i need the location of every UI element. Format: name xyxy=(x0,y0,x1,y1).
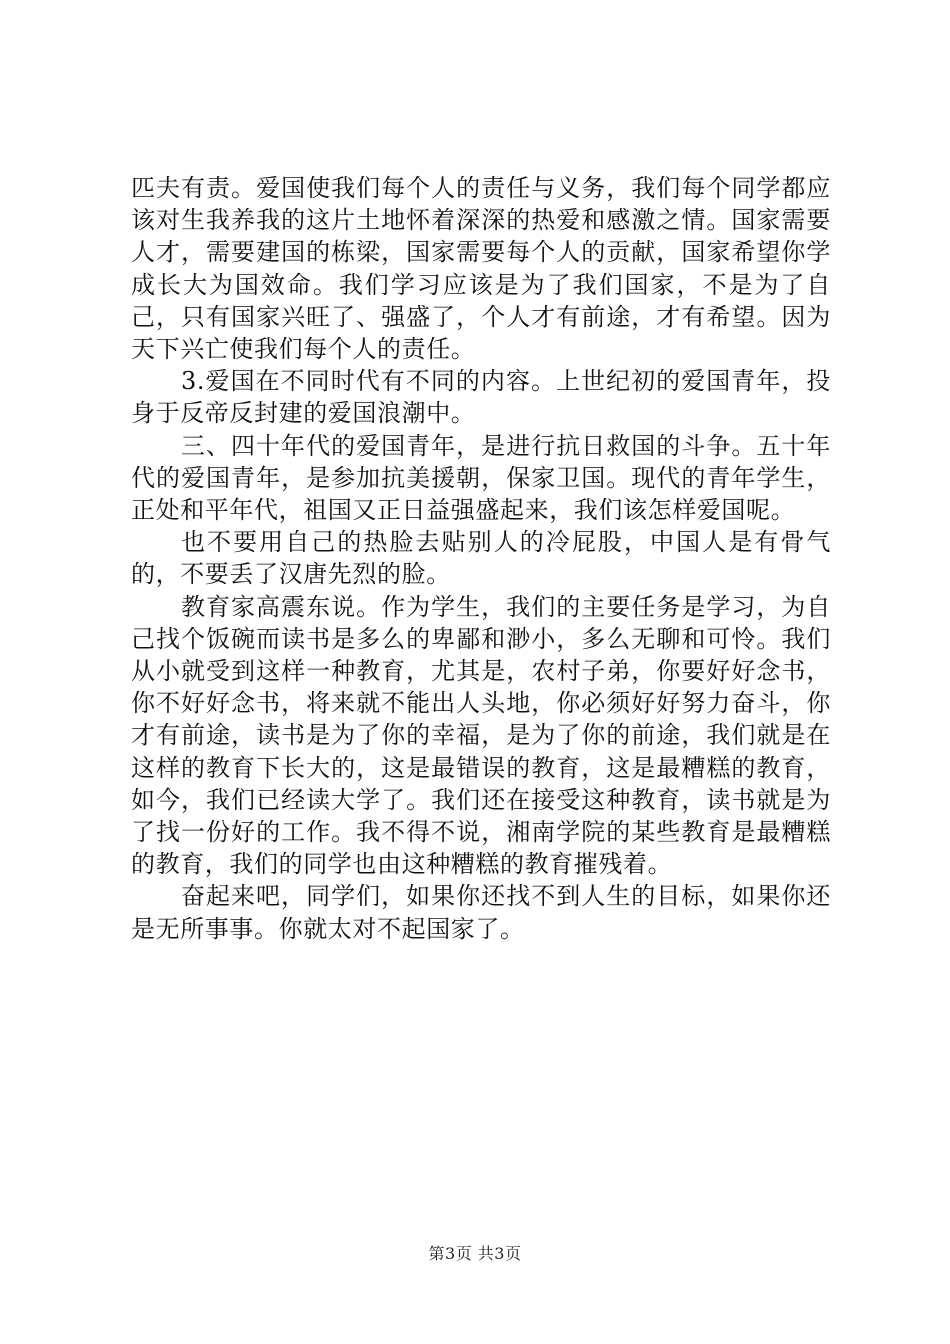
document-body xyxy=(131,172,831,945)
paragraph-3: 三、四十年代的爱国青年，是进行抗日救国的斗争。五十年代的爱国青年，是参加抗美援朝，保家卫国。现代的青年学生，正处和平年代，祖国又正日益强盛起来，我们该怎样爱国呢。 xyxy=(131,431,831,525)
paragraph-2: 3.爱国在不同时代有不同的内容。上世纪初的爱国青年，投身于反帝反封建的爱国浪潮中。 xyxy=(131,367,831,428)
paragraph-4: 也不要用自己的热脸去贴别人的冷屁股，中国人是有骨气的，不要丢了汉唐先烈的脸。 xyxy=(131,528,831,589)
paragraph-6: 奋起来吧，同学们，如果你还找不到人生的目标，如果你还是无所事事。你就太对不起国家了。 xyxy=(131,882,831,943)
paragraph-5: 教育家高震东说。作为学生，我们的主要任务是学习，为自己找个饭碗而读书是多么的卑鄙和渺小，多么无聊和可怜。我们从小就受到这样一种教育，尤其是，农村子弟，你要好好念书，你不好好念书，将来就不能出人头地，你必须好好努力奋斗，你才有前途，读书是为了你的幸福，是为了你的前途，我们就是在这样的教育下长大的，这是最错误的教育，这是最糟糕的教育，如今，我们已经读大学了。我们还在接受这种教育，读书就是为了找一份好的工作。我不得不说，湘南学院的某些教育是最糟糕的教育，我们的同学也由这种糟糕的教育摧残着。 xyxy=(131,592,831,879)
paragraph-1: 匹夫有责。爱国使我们每个人的责任与义务，我们每个同学都应该对生我养我的这片土地怀着深深的热爱和感激之情。国家需要人才，需要建国的栋梁，国家需要每个人的贡献，国家希望你学成长大为国效命。我们学习应该是为了我们国家，不是为了自己，只有国家兴旺了、强盛了，个人才有前途，才有希望。因为天下兴亡使我们每个人的责任。 xyxy=(131,174,831,364)
page-number-footer: 第3页 共3页 xyxy=(428,1244,522,1263)
